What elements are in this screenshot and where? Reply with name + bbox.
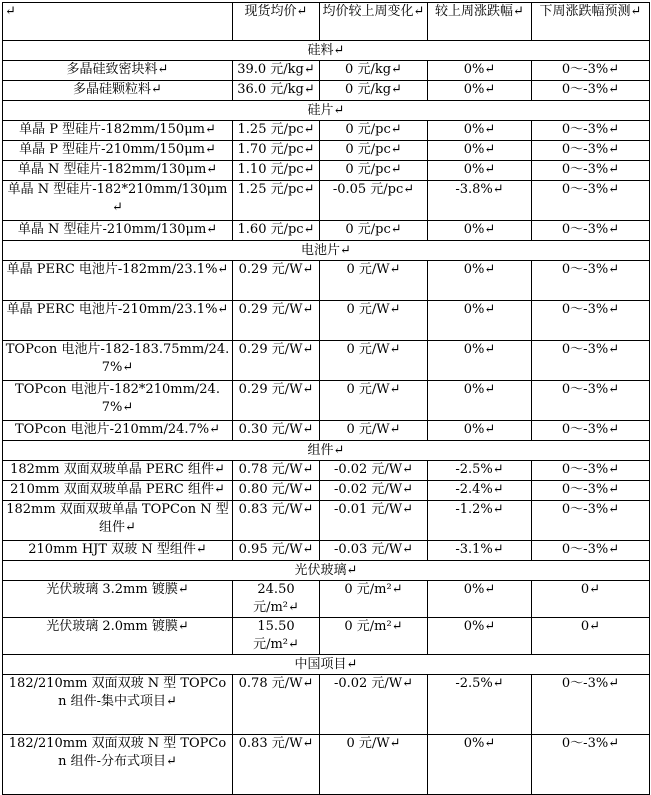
table-row bbox=[3, 735, 650, 795]
weekly-pct-cell: 0%↵ bbox=[428, 61, 532, 81]
forecast-cell: 0～-3%↵ bbox=[532, 141, 650, 161]
forecast-cell: 0～-3%↵ bbox=[532, 421, 650, 441]
weekly-pct-cell: 0%↵ bbox=[428, 618, 532, 655]
product-name-cell: 单晶 P 型硅片-210mm/150μm↵ bbox=[3, 141, 233, 161]
spot-price-cell: 1.60 元/pc↵ bbox=[233, 221, 320, 241]
weekly-pct-cell: 0%↵ bbox=[428, 735, 532, 795]
section-title: 光伏玻璃↵ bbox=[3, 561, 650, 581]
section-title: 中国项目↵ bbox=[3, 655, 650, 675]
section-row bbox=[3, 441, 650, 461]
weekly-change-cell: -0.02 元/W↵ bbox=[320, 675, 428, 735]
product-name-cell: 单晶 P 型硅片-182mm/150μm↵ bbox=[3, 121, 233, 141]
forecast-cell: 0～-3%↵ bbox=[532, 161, 650, 181]
header-forecast: 下周涨跌幅预测↵ bbox=[532, 3, 650, 41]
weekly-change-cell: 0 元/W↵ bbox=[320, 421, 428, 441]
weekly-change-cell: 0 元/W↵ bbox=[320, 301, 428, 341]
price-table bbox=[2, 2, 650, 795]
section-row bbox=[3, 561, 650, 581]
table-row bbox=[3, 481, 650, 501]
forecast-cell: 0～-3%↵ bbox=[532, 221, 650, 241]
section-title: 组件↵ bbox=[3, 441, 650, 461]
weekly-change-cell: -0.02 元/W↵ bbox=[320, 461, 428, 481]
table-row bbox=[3, 301, 650, 341]
forecast-cell: 0↵ bbox=[532, 581, 650, 618]
header-row bbox=[3, 3, 650, 41]
forecast-cell: 0～-3%↵ bbox=[532, 481, 650, 501]
table-row bbox=[3, 141, 650, 161]
weekly-change-cell: -0.03 元/W↵ bbox=[320, 541, 428, 561]
section-title: 电池片↵ bbox=[3, 241, 650, 261]
product-name-cell: 182/210mm 双面双玻 N 型 TOPCon 组件-集中式项目↵ bbox=[3, 675, 233, 735]
forecast-cell: 0↵ bbox=[532, 618, 650, 655]
product-name-cell: TOPcon 电池片-182*210mm/24.7%↵ bbox=[3, 381, 233, 421]
forecast-cell: 0～-3%↵ bbox=[532, 461, 650, 481]
product-name-cell: 光伏玻璃 2.0mm 镀膜↵ bbox=[3, 618, 233, 655]
header-corner: ↵ bbox=[3, 3, 233, 41]
weekly-pct-cell: -2.4%↵ bbox=[428, 481, 532, 501]
spot-price-cell: 0.95 元/W↵ bbox=[233, 541, 320, 561]
weekly-change-cell: 0 元/m²↵ bbox=[320, 618, 428, 655]
spot-price-cell: 0.29 元/W↵ bbox=[233, 341, 320, 381]
weekly-pct-cell: 0%↵ bbox=[428, 421, 532, 441]
forecast-cell: 0～-3%↵ bbox=[532, 261, 650, 301]
weekly-pct-cell: 0%↵ bbox=[428, 581, 532, 618]
section-row bbox=[3, 41, 650, 61]
table-row bbox=[3, 181, 650, 221]
spot-price-cell: 1.25 元/pc↵ bbox=[233, 121, 320, 141]
product-name-cell: 光伏玻璃 3.2mm 镀膜↵ bbox=[3, 581, 233, 618]
weekly-pct-cell: 0%↵ bbox=[428, 261, 532, 301]
spot-price-cell: 24.50 元/m²↵ bbox=[233, 581, 320, 618]
spot-price-cell: 0.29 元/W↵ bbox=[233, 381, 320, 421]
section-title: 硅片↵ bbox=[3, 101, 650, 121]
weekly-pct-cell: -2.5%↵ bbox=[428, 675, 532, 735]
section-row bbox=[3, 101, 650, 121]
table-row bbox=[3, 221, 650, 241]
table-row bbox=[3, 81, 650, 101]
spot-price-cell: 0.78 元/W↵ bbox=[233, 461, 320, 481]
product-name-cell: 210mm 双面双玻单晶 PERC 组件↵ bbox=[3, 481, 233, 501]
product-name-cell: 单晶 PERC 电池片-210mm/23.1%↵ bbox=[3, 301, 233, 341]
forecast-cell: 0～-3%↵ bbox=[532, 675, 650, 735]
product-name-cell: TOPcon 电池片-210mm/24.7%↵ bbox=[3, 421, 233, 441]
forecast-cell: 0～-3%↵ bbox=[532, 541, 650, 561]
spot-price-cell: 0.80 元/W↵ bbox=[233, 481, 320, 501]
weekly-pct-cell: -3.8%↵ bbox=[428, 181, 532, 221]
weekly-pct-cell: 0%↵ bbox=[428, 221, 532, 241]
weekly-change-cell: -0.01 元/W↵ bbox=[320, 501, 428, 541]
spot-price-cell: 1.10 元/pc↵ bbox=[233, 161, 320, 181]
weekly-pct-cell: 0%↵ bbox=[428, 81, 532, 101]
weekly-pct-cell: -2.5%↵ bbox=[428, 461, 532, 481]
table-row bbox=[3, 501, 650, 541]
weekly-change-cell: 0 元/kg↵ bbox=[320, 61, 428, 81]
forecast-cell: 0～-3%↵ bbox=[532, 501, 650, 541]
table-row bbox=[3, 421, 650, 441]
forecast-cell: 0～-3%↵ bbox=[532, 301, 650, 341]
header-weekly-pct: 较上周涨跌幅↵ bbox=[428, 3, 532, 41]
product-name-cell: 182mm 双面双玻单晶 PERC 组件↵ bbox=[3, 461, 233, 481]
spot-price-cell: 36.0 元/kg↵ bbox=[233, 81, 320, 101]
weekly-change-cell: 0 元/pc↵ bbox=[320, 221, 428, 241]
product-name-cell: 多晶硅颗粒料↵ bbox=[3, 81, 233, 101]
weekly-pct-cell: -1.2%↵ bbox=[428, 501, 532, 541]
table-row bbox=[3, 581, 650, 618]
product-name-cell: TOPcon 电池片-182-183.75mm/24.7%↵ bbox=[3, 341, 233, 381]
product-name-cell: 单晶 PERC 电池片-182mm/23.1%↵ bbox=[3, 261, 233, 301]
spot-price-cell: 0.83 元/W↵ bbox=[233, 735, 320, 795]
weekly-change-cell: 0 元/pc↵ bbox=[320, 121, 428, 141]
table-row bbox=[3, 541, 650, 561]
forecast-cell: 0～-3%↵ bbox=[532, 341, 650, 381]
product-name-cell: 182mm 双面双玻单晶 TOPCon N 型组件↵ bbox=[3, 501, 233, 541]
table-row bbox=[3, 381, 650, 421]
section-title: 硅料↵ bbox=[3, 41, 650, 61]
spot-price-cell: 0.29 元/W↵ bbox=[233, 301, 320, 341]
weekly-change-cell: 0 元/pc↵ bbox=[320, 141, 428, 161]
forecast-cell: 0～-3%↵ bbox=[532, 81, 650, 101]
weekly-change-cell: 0 元/W↵ bbox=[320, 735, 428, 795]
weekly-change-cell: 0 元/W↵ bbox=[320, 261, 428, 301]
product-name-cell: 182/210mm 双面双玻 N 型 TOPCon 组件-分布式项目↵ bbox=[3, 735, 233, 795]
forecast-cell: 0～-3%↵ bbox=[532, 381, 650, 421]
weekly-pct-cell: 0%↵ bbox=[428, 141, 532, 161]
forecast-cell: 0～-3%↵ bbox=[532, 735, 650, 795]
spot-price-cell: 1.70 元/pc↵ bbox=[233, 141, 320, 161]
weekly-pct-cell: 0%↵ bbox=[428, 341, 532, 381]
table-row bbox=[3, 121, 650, 141]
weekly-change-cell: 0 元/pc↵ bbox=[320, 161, 428, 181]
forecast-cell: 0～-3%↵ bbox=[532, 121, 650, 141]
product-name-cell: 单晶 N 型硅片-210mm/130μm↵ bbox=[3, 221, 233, 241]
spot-price-cell: 0.78 元/W↵ bbox=[233, 675, 320, 735]
forecast-cell: 0～-3%↵ bbox=[532, 61, 650, 81]
product-name-cell: 单晶 N 型硅片-182mm/130μm↵ bbox=[3, 161, 233, 181]
weekly-change-cell: 0 元/kg↵ bbox=[320, 81, 428, 101]
product-name-cell: 多晶硅致密块料↵ bbox=[3, 61, 233, 81]
weekly-pct-cell: 0%↵ bbox=[428, 301, 532, 341]
weekly-change-cell: 0 元/W↵ bbox=[320, 341, 428, 381]
table-row bbox=[3, 61, 650, 81]
section-row bbox=[3, 655, 650, 675]
table-row bbox=[3, 161, 650, 181]
weekly-pct-cell: 0%↵ bbox=[428, 381, 532, 421]
spot-price-cell: 0.30 元/W↵ bbox=[233, 421, 320, 441]
weekly-pct-cell: 0%↵ bbox=[428, 161, 532, 181]
table-row bbox=[3, 341, 650, 381]
weekly-change-cell: -0.02 元/W↵ bbox=[320, 481, 428, 501]
header-spot-price: 现货均价↵ bbox=[233, 3, 320, 41]
spot-price-cell: 1.25 元/pc↵ bbox=[233, 181, 320, 221]
header-weekly-change: 均价较上周变化↵ bbox=[320, 3, 428, 41]
spot-price-cell: 15.50 元/m²↵ bbox=[233, 618, 320, 655]
table-row bbox=[3, 675, 650, 735]
table-row bbox=[3, 261, 650, 301]
weekly-change-cell: -0.05 元/pc↵ bbox=[320, 181, 428, 221]
section-row bbox=[3, 241, 650, 261]
product-name-cell: 单晶 N 型硅片-182*210mm/130μm↵ bbox=[3, 181, 233, 221]
weekly-change-cell: 0 元/m²↵ bbox=[320, 581, 428, 618]
weekly-pct-cell: -3.1%↵ bbox=[428, 541, 532, 561]
weekly-pct-cell: 0%↵ bbox=[428, 121, 532, 141]
product-name-cell: 210mm HJT 双玻 N 型组件↵ bbox=[3, 541, 233, 561]
spot-price-cell: 0.83 元/W↵ bbox=[233, 501, 320, 541]
forecast-cell: 0～-3%↵ bbox=[532, 181, 650, 221]
weekly-change-cell: 0 元/W↵ bbox=[320, 381, 428, 421]
table-row bbox=[3, 461, 650, 481]
spot-price-cell: 39.0 元/kg↵ bbox=[233, 61, 320, 81]
table-row bbox=[3, 618, 650, 655]
spot-price-cell: 0.29 元/W↵ bbox=[233, 261, 320, 301]
price-table-body bbox=[3, 3, 650, 795]
